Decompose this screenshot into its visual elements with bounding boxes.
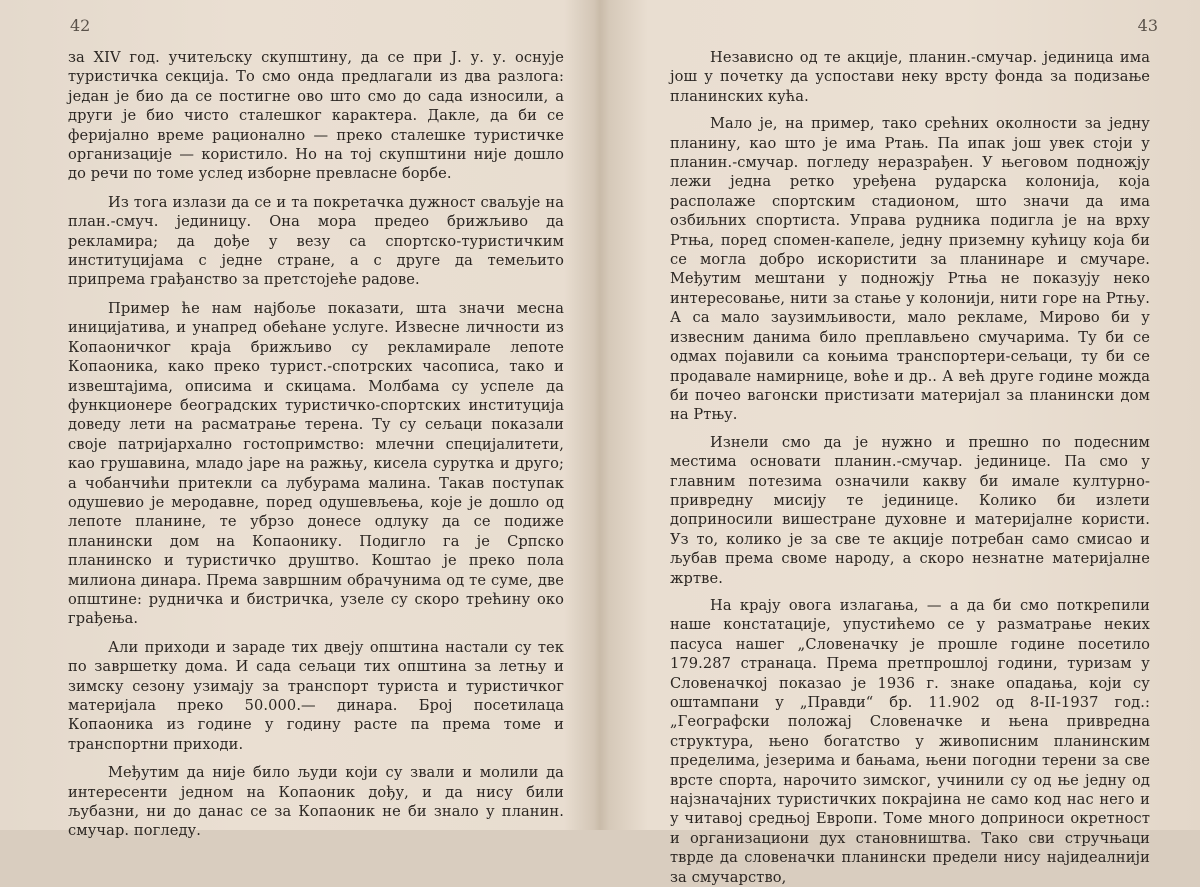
paragraph: Пример ће нам најбоље показати, шта значи месна иницијатива, и унапред обећане услуге. Извесне личности из Копаоничког краја брижљиво су рекламирале лепоте Копаоника, како преко турист.-спотрских часописа, тако и извештајима, описима и скицама. Молбама су успеле да функционере београдских туристичко-спортских институција доведу лети на расматрање терена. Ту су сељаци показали своје патријархално гостопримство: млечни специјалитети, као грушавина, младо јаре на ражњу, кисела сурутка и друго; а чобанчићи притекли са лубурама малина. Такав поступак одушевио је меродавне, поред одушевљења, које је дошло од лепоте планине, те убрзо донесе одлуку да се подиже планински дом на Копаонику. Подигло га је Српско планинско и туристичко друштво. Коштао је преко пола милиона динара. Према завршним обрачунима од те суме, две општине: рудничка и бистричка, узеле су скоро трећину око грађења. <box>68 299 564 628</box>
paragraph: Независно од те акције, планин.-смучар. јединица има још у почетку да успостави неку врсту фонда за подизање планинских кућа. <box>670 49 1150 105</box>
right-page-text <box>670 48 1150 887</box>
paragraph: Али приходи и зараде тих двеју општина настали су тек по завршетку дома. И сада сељаци тих општина за летњу и зимску сезону узимају за транспорт туриста и туристичког материјала преко 50.000.— динара. Број посетилаца Копаоника из године у годину расте па према томе и транспортни приходи. <box>68 638 564 753</box>
paragraph: Мало је, на пример, тако срећних околности за једну планину, као што је има Ртањ. Па ипак још увек стоји у планин.-смучар. погледу неразрађен. У његовом подножју лежи једна ретко уређена рударска колонија, која располаже спортским стадионом, што значи да има озбиљних спортиста. Управа рудника подигла је на врху Ртња, поред спомен-капеле, једну приземну кућицу која би се могла добро искористити за планинаре и смучаре. Међутим мештани у подножју Ртња не показују неко интересовање, нити за стање у колонији, нити горе на Ртњу. А са мало заузимљивости, мало рекламе, Мирово би у извесним данима било преплављено смучарима. Ту би се одмах појавили са коњима транспортери-сељаци, ту би се продавале намирнице, воће и др.. А већ друге године можда би почео вагонски пристизати материјал за планински дом на Ртњу. <box>670 115 1150 424</box>
paragraph: На крају овога излагања, — а да би смо поткрепили наше констатације, упустићемо се у разматрање неких пасуса нашег „Словеначку је прошле године посетило 179.287 странаца. Према претпрошлој години, туризам у Словеначкој показао је 1936 г. знаке опадања, који су оштампани у „Правди“ бр. 11.902 од 8-II-1937 год.: „Географски положај Словеначке и њена привредна структура, њено богатство у живописним планинским пределима, језерима и бањама, њени погодни терени за све врсте спорта, нарочито зимског, учинили су од ње једну од најзначајних туристичких покрајина не само код нас него и у читавој средњој Европи. Томе много доприноси окретност и организациони дух становништва. Тако сви стручњаци тврде да словеначки планински предели нису најидеалнији за смучарство, <box>670 596 1150 886</box>
paragraph: Међутим да није било људи који су звали и молили да интересенти једном на Копаоник дођу, и да нису били љубазни, ни до данас се за Копаоник не би знало у планин. смучар. погледу. <box>68 764 564 840</box>
page-number-right: 43 <box>1137 16 1158 35</box>
left-page-text <box>68 48 564 841</box>
paragraph: Изнели смо да је нужно и прешно по подесним местима основати планин.-смучар. јединице. Па смо у главним потезима означили какву би имале културно-привредну мисију те јединице. Колико би излети доприносили вишестране духовне и материјалне користи. Уз то, колико је за све те акције потребан само смисао и љубав према своме народу, а скоро незнатне материјалне жртве. <box>670 433 1150 587</box>
paragraph: Из тога излази да се и та покретачка дужност сваљује на план.-смуч. јединицу. Она мора предео брижљиво да рекламира; да дође у везу са спортско-туристичким институцијама с једне стране, а с друге да темељито припрема грађанство за претстојеће радове. <box>68 193 564 289</box>
paragraph: за XIV год. учитељску скупштину, да се при Ј. у. у. оснује туристичка секција. То смо онда предлагали из два разлога: један је био да се постигне ово што смо до сада износили, а други је био чисто сталешког карактера. Дакле, да би се феријално време рационално — преко сталешке туристичке организације — користило. Но на тој скупштини није дошло до речи по томе услед изборне превласне борбе. <box>68 49 564 183</box>
left-page <box>0 0 592 840</box>
page-number-left: 42 <box>70 16 91 35</box>
right-page <box>604 0 1200 886</box>
